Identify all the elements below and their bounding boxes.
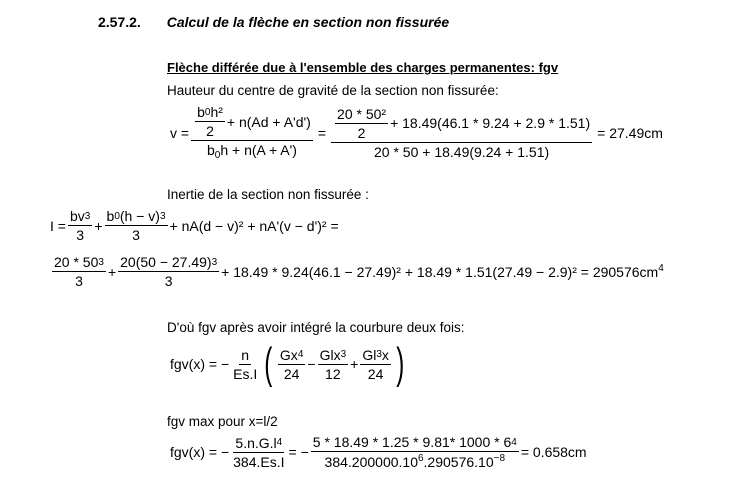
eq-v-den-rest: h + n(A + A') <box>220 142 297 158</box>
eq-v-lhs: v = <box>170 124 190 141</box>
eq-v-den-sub: 0 <box>214 150 221 161</box>
eq-fgv-plus: + <box>350 356 359 372</box>
eq-fgv-h2-den: 12 <box>325 365 341 382</box>
equation-fgv-max <box>170 434 587 470</box>
eq-v-frac-b <box>331 106 592 160</box>
eq-max-f2-num: 5 * 18.49 * 1.25 * 9.81* 1000 * 6 <box>312 434 512 450</box>
equation-inertia-line2 <box>50 254 664 289</box>
eq-i-f1-den: 3 <box>76 227 85 243</box>
eq-fgv-n-den: Es.I <box>233 365 258 382</box>
eq-max-f1-den: 384.Es.I <box>233 453 285 470</box>
eq-i-g1-sup: 3 <box>98 256 104 268</box>
eq-i-f2-b: b <box>106 208 115 224</box>
eq-fgv-h2-sup: 3 <box>340 349 347 360</box>
eq-fgv-n-num: n <box>241 346 250 363</box>
eq-i-g1-num: 20 * 50 <box>54 254 99 270</box>
eq-fgv-h2-num: Glx <box>319 346 341 363</box>
eq-i-lhs: I = <box>50 217 66 234</box>
eq-v-b-den: 20 * 50 + 18.49(9.24 + 1.51) <box>374 143 550 160</box>
eq-v-sub: 0 <box>204 106 211 118</box>
section-number: 2.57.2. <box>98 14 141 30</box>
eq-i-g2-num: 20(50 − 27.49) <box>120 254 212 270</box>
eq-max-f2-num-sup: 4 <box>511 436 517 448</box>
eq-max-lhs: fgv(x) = − <box>170 444 230 460</box>
eq-fgv-lparen: ( <box>264 339 273 388</box>
eq-v-b-tail: + 18.49(46.1 * 9.24 + 2.9 * 1.51) <box>390 115 591 131</box>
eq-fgv-minus: − <box>307 356 316 372</box>
eq-fgv-lhs: fgv(x) = − <box>170 356 230 372</box>
equation-v <box>170 104 663 161</box>
equation-fgv <box>170 339 408 388</box>
text-inertie: Inertie de la section non fissurée : <box>167 187 369 202</box>
eq-max-f2-den-sup2: −8 <box>493 453 506 464</box>
section-heading <box>98 14 449 30</box>
eq-fgv-h1-den: 24 <box>283 365 300 382</box>
eq-fgv-rparen: ) <box>396 339 405 388</box>
eq-fgv-h3-sup: 3 <box>376 349 382 360</box>
eq-i-f1-sup: 3 <box>84 210 91 222</box>
eq-i-f2-sup: 3 <box>159 210 166 222</box>
eq-i-g2-sup: 3 <box>211 256 218 268</box>
eq-i-g2-den: 3 <box>164 273 173 289</box>
eq-i-plus1: + <box>94 217 103 234</box>
eq-i-f2-sub: 0 <box>114 210 120 222</box>
equation-inertia-line1 <box>50 208 339 243</box>
eq-max-f2-den-sup1: 6 <box>417 453 424 464</box>
eq-max-f1-sup: 4 <box>276 437 283 448</box>
eq-v-result: = 27.49cm <box>597 124 663 141</box>
eq-v-b-frac-den: 2 <box>357 124 366 141</box>
eq-v-h2: h² <box>210 104 223 120</box>
eq-v-den-b: b <box>206 142 215 158</box>
text-hauteur: Hauteur du centre de gravité de la section non fissurée: <box>167 83 499 98</box>
eq-v-b-frac-num: 20 * 50² <box>337 105 387 122</box>
section-title: Calcul de la flèche en section non fissurée <box>166 14 450 30</box>
eq-i-unit-sup: 4 <box>658 263 664 274</box>
eq-max-result: = 0.658cm <box>520 444 587 460</box>
eq-max-f2-den-a: 384.200000.10 <box>324 454 418 470</box>
eq-max-f1-num: 5.n.G.l <box>235 434 277 451</box>
eq-i-f1-num: bv <box>69 208 85 224</box>
eq-v-frac-a <box>191 104 313 161</box>
eq-max-eq: = − <box>288 444 309 460</box>
eq-i-plus2: + <box>107 263 117 280</box>
eq-fgv-h1-num: Gx <box>279 346 298 363</box>
eq-fgv-h3-num: Gl <box>362 346 377 363</box>
eq-i-g-tail: + 18.49 * 9.24(46.1 − 27.49)² + 18.49 * 1.51(27.49 − 2.9)² = 290576cm <box>221 263 659 280</box>
eq-i-g1-den: 3 <box>75 273 83 289</box>
eq-fgv-h3-tail: x <box>381 346 389 363</box>
eq-fgv-h3-den: 24 <box>367 365 384 382</box>
eq-max-f2-den-b: .290576.10 <box>423 454 494 470</box>
subtitle: Flèche différée due à l'ensemble des charges permanentes: fgv <box>167 60 559 75</box>
eq-fgv-h1-sup: 4 <box>297 349 304 360</box>
eq-i-tail: + nA(d − v)² + nA'(v − d')² = <box>169 217 339 234</box>
text-dou: D'où fgv après avoir intégré la courbure deux fois: <box>167 320 465 335</box>
eq-i-f2-rest: (h − v) <box>119 208 160 224</box>
text-fgvmax: fgv max pour x=l/2 <box>167 414 278 429</box>
eq-v-den2: 2 <box>206 123 214 139</box>
eq-v-equals: = <box>317 124 327 141</box>
eq-i-f2-den: 3 <box>132 227 140 243</box>
eq-v-b: b <box>197 104 205 120</box>
eq-v-num-tail: + n(Ad + A'd') <box>226 113 311 130</box>
